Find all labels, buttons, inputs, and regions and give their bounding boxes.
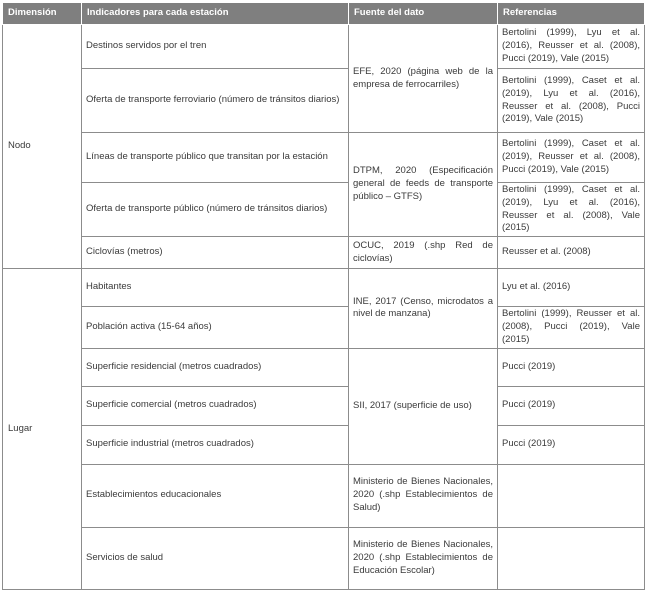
indicators-table (2, 2, 645, 590)
source-cell: DTPM, 2020 (Especificación general de feeds de transporte público – GTFS) (349, 133, 498, 237)
source-cell: Ministerio de Bienes Nacionales, 2020 (.shp Establecimientos de Educación Escolar) (349, 527, 498, 589)
indicators-table-container (2, 2, 644, 590)
reference-cell-empty (498, 464, 645, 527)
indicator-cell: Líneas de transporte público que transitan por la estación (82, 133, 349, 183)
indicator-cell: Población activa (15-64 años) (82, 307, 349, 348)
source-cell: SII, 2017 (superficie de uso) (349, 348, 498, 464)
reference-cell: Pucci (2019) (498, 425, 645, 464)
dimension-nodo: Nodo (3, 25, 82, 269)
table-row (3, 183, 645, 237)
table-row (3, 269, 645, 307)
reference-cell: Bertolini (1999), Caset et al. (2019), Lyu et al. (2016), Reusser et al. (2008), Vale (2015) (498, 183, 645, 237)
table-row (3, 25, 645, 69)
reference-cell: Bertolini (1999), Caset et al. (2019), Lyu et al. (2016), Reusser et al. (2008), Pucci (2019), Vale (2015) (498, 69, 645, 133)
table-row (3, 348, 645, 386)
table-row (3, 237, 645, 269)
source-cell: EFE, 2020 (página web de la empresa de ferrocarriles) (349, 25, 498, 133)
indicator-cell: Superficie residencial (metros cuadrados) (82, 348, 349, 386)
reference-cell: Bertolini (1999), Reusser et al. (2008), Pucci (2019), Vale (2015) (498, 307, 645, 348)
source-cell: OCUC, 2019 (.shp Red de ciclovías) (349, 237, 498, 269)
indicator-cell: Destinos servidos por el tren (82, 25, 349, 69)
reference-cell: Reusser et al. (2008) (498, 237, 645, 269)
reference-cell: Pucci (2019) (498, 386, 645, 425)
table-row (3, 133, 645, 183)
table-row (3, 527, 645, 589)
header-indicators: Indicadores para cada estación (82, 3, 349, 25)
indicator-cell: Establecimientos educacionales (82, 464, 349, 527)
table-row (3, 307, 645, 348)
source-cell: INE, 2017 (Censo, microdatos a nivel de manzana) (349, 269, 498, 348)
indicator-cell: Superficie comercial (metros cuadrados) (82, 386, 349, 425)
table-row (3, 425, 645, 464)
dimension-lugar: Lugar (3, 269, 82, 589)
reference-cell: Bertolini (1999), Lyu et al. (2016), Reusser et al. (2008), Pucci (2019), Vale (2015) (498, 25, 645, 69)
indicator-cell: Superficie industrial (metros cuadrados) (82, 425, 349, 464)
indicator-cell: Servicios de salud (82, 527, 349, 589)
header-source: Fuente del dato (349, 3, 498, 25)
table-row (3, 69, 645, 133)
indicator-cell: Ciclovías (metros) (82, 237, 349, 269)
header-dimension: Dimensión (3, 3, 82, 25)
reference-cell: Pucci (2019) (498, 348, 645, 386)
table-row (3, 464, 645, 527)
reference-cell: Lyu et al. (2016) (498, 269, 645, 307)
reference-cell: Bertolini (1999), Caset et al. (2019), Reusser et al. (2008), Pucci (2019), Vale (2015) (498, 133, 645, 183)
indicator-cell: Habitantes (82, 269, 349, 307)
reference-cell-empty (498, 527, 645, 589)
source-cell: Ministerio de Bienes Nacionales, 2020 (.shp Establecimientos de Salud) (349, 464, 498, 527)
table-row (3, 386, 645, 425)
indicator-cell: Oferta de transporte ferroviario (número de tránsitos diarios) (82, 69, 349, 133)
indicator-cell: Oferta de transporte público (número de tránsitos diarios) (82, 183, 349, 237)
header-references: Referencias (498, 3, 645, 25)
header-row (3, 3, 645, 25)
